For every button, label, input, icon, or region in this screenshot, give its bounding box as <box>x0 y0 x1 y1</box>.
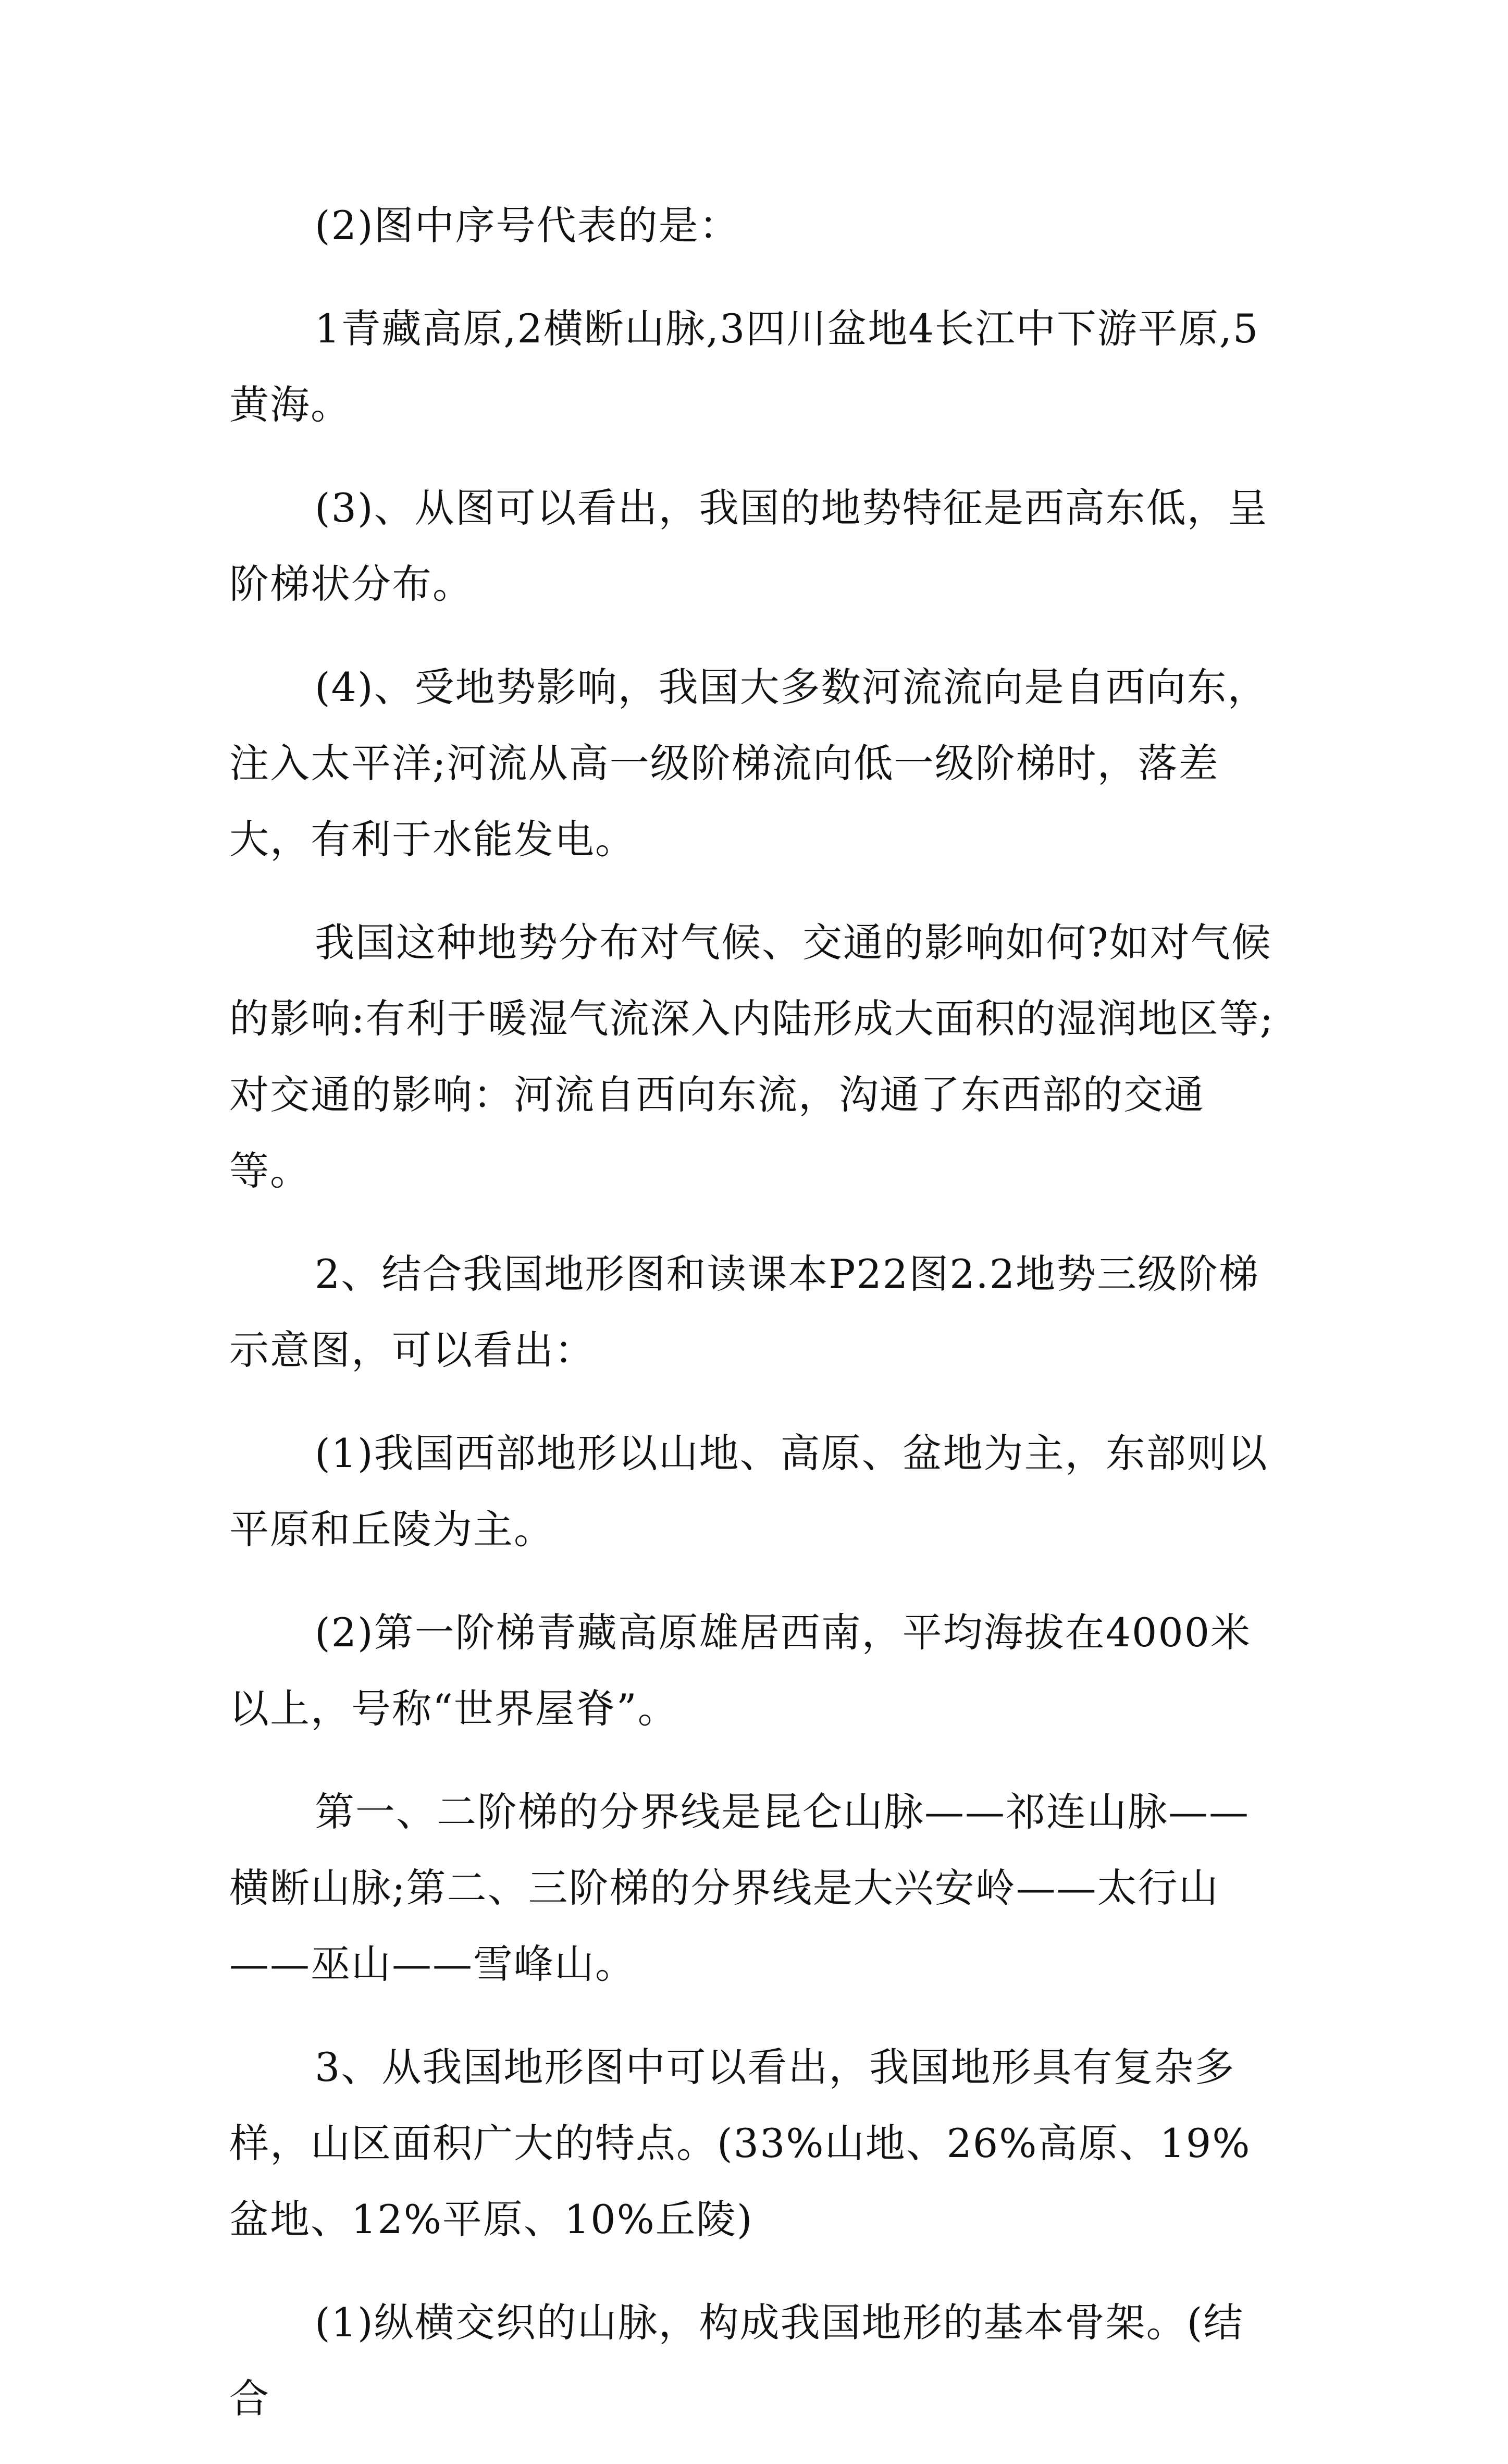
paragraph-climate-transport-impact: 我国这种地势分布对气候、交通的影响如何?如对气候的影响:有利于暖湿气流深入内陆形成大面积的湿润地区等;对交通的影响：河流自西向东流，沟通了东西部的交通等。 <box>229 919 1275 1194</box>
paragraph-three-steps-intro: 2、结合我国地形图和读课本P22图2.2地势三级阶梯示意图，可以看出： <box>229 1251 1260 1373</box>
document-body <box>229 188 1282 2464</box>
paragraph-numbered-features-list: 1青藏高原,2横断山脉,3四川盆地4长江中下游平原,5黄海。 <box>229 305 1259 428</box>
paragraph-first-step: (2)第一阶梯青藏高原雄居西南，平均海拔在4000米以上，号称“世界屋脊”。 <box>229 1609 1252 1732</box>
paragraph-terrain-diversity: 3、从我国地形图中可以看出，我国地形具有复杂多样，山区面积广大的特点。(33%山地、26%高原、19%盆地、12%平原、10%丘陵) <box>229 2044 1251 2243</box>
paragraph-west-east-terrain: (1)我国西部地形以山地、高原、盆地为主，东部则以平原和丘陵为主。 <box>229 1430 1268 1553</box>
paragraph-terrain-characteristic: (3)、从图可以看出，我国的地势特征是西高东低，呈阶梯状分布。 <box>229 485 1268 607</box>
paragraph-step-boundaries: 第一、二阶梯的分界线是昆仑山脉——祁连山脉——横断山脉;第二、三阶梯的分界线是大兴安岭——太行山——巫山——雪峰山。 <box>229 1789 1250 1987</box>
paragraph-river-flow: (4)、受地势影响，我国大多数河流流向是自西向东，注入太平洋;河流从高一级阶梯流向低一级阶梯时，落差大，有利于水能发电。 <box>229 664 1268 863</box>
paragraph-mountain-framework: (1)纵横交织的山脉，构成我国地形的基本骨架。(结合 <box>229 2299 1244 2422</box>
paragraph-numbered-features-intro: (2)图中序号代表的是： <box>315 202 740 249</box>
